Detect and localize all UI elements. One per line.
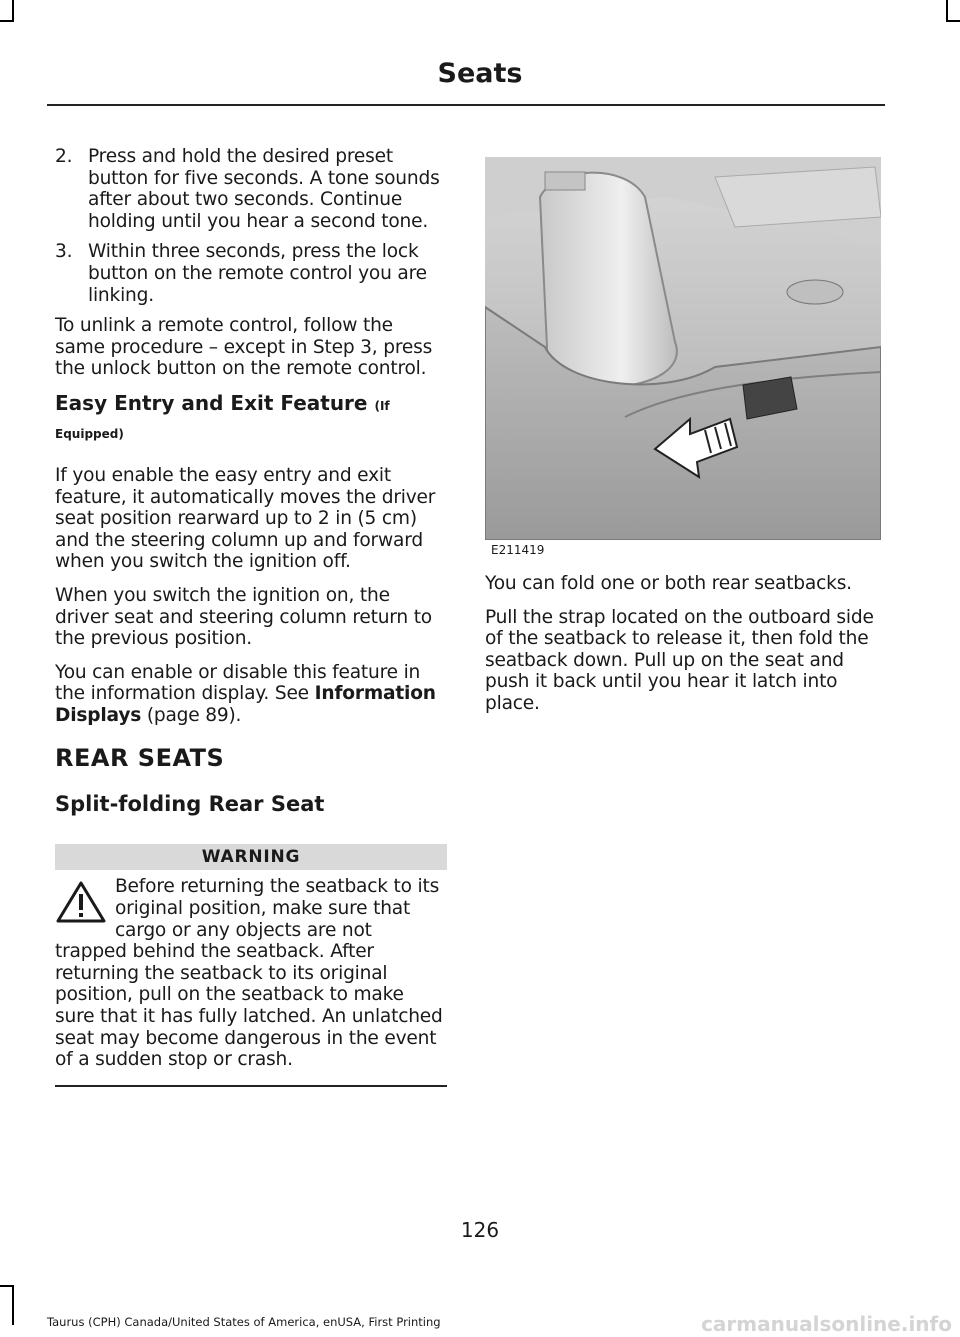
p3-text: You can enable or disable this feature in the information display. See [55, 661, 421, 705]
step-text: Within three seconds, press the lock button on the remote control you are linking. [88, 241, 427, 306]
easy-entry-title: Easy Entry and Exit Feature [55, 390, 368, 415]
split-folding-heading: Split-folding Rear Seat [55, 792, 325, 817]
right-column [485, 573, 880, 727]
easy-entry-p3 [55, 662, 447, 727]
step-item [55, 241, 447, 306]
crop-mark [946, 20, 960, 22]
seatback-illustration [485, 157, 881, 540]
warning-text: Before returning the seatback to its original position, make sure that cargo or any objects are not trapped behind the seatback. After returning the seatback to its original position, pull on the seatback to make sure that it has fully latched. An unlatched seat may become dangerous in the event of a sudden stop or crash. [55, 876, 443, 1071]
step-number: 3. [55, 241, 73, 263]
step-item [55, 146, 447, 232]
rear-seats-heading: REAR SEATS [55, 744, 225, 773]
easy-entry-p1: If you enable the easy entry and exit feature, it automatically moves the driver seat position rearward up to 2 in (5 cm) and the steering column up and forward when you switch the ignition off. [55, 464, 436, 573]
pull-strap-text: Pull the strap located on the outboard side of the seatback to release it, then fold the seatback down. Pull up on the seat and push it back until you hear it latch into place. [485, 606, 874, 714]
page-title: Seats [437, 58, 523, 89]
warning-label: WARNING [55, 844, 447, 870]
step-text: Press and hold the desired preset button for five seconds. A tone sounds after about two seconds. Continue holding until you hear a second tone. [88, 146, 440, 232]
crop-mark [12, 0, 14, 22]
footer-text: Taurus (CPH) Canada/United States of America, enUSA, First Printing [47, 1315, 441, 1329]
equipped-note-1: (If [374, 398, 390, 413]
equipped-note-2: Equipped) [55, 426, 124, 441]
information-displays-link[interactable]: Information Displays [55, 683, 436, 726]
warning-divider [55, 1085, 447, 1087]
unlink-paragraph: To unlink a remote control, follow the same procedure – except in Step 3, press the unlock button on the remote control. [55, 315, 433, 380]
page-number: 126 [460, 1218, 500, 1242]
easy-entry-p2: When you switch the ignition on, the driver seat and steering column return to the previous position. [55, 584, 432, 650]
step-number: 2. [55, 146, 73, 167]
warning-box [55, 876, 447, 1070]
crop-mark [0, 1285, 14, 1287]
easy-entry-heading [55, 392, 447, 445]
p3-page-ref: (page 89). [141, 704, 242, 726]
crop-mark [946, 0, 948, 22]
crop-mark [12, 1285, 14, 1325]
figure-label: E211419 [491, 543, 545, 557]
warning-triangle-icon [55, 880, 107, 924]
watermark: carmanualsonline.info [701, 1312, 952, 1336]
seat-drawing [485, 157, 881, 540]
fold-seatbacks-text: You can fold one or both rear seatbacks. [485, 573, 852, 594]
left-column [55, 146, 447, 1087]
header-divider [47, 104, 885, 106]
crop-mark [0, 20, 14, 22]
